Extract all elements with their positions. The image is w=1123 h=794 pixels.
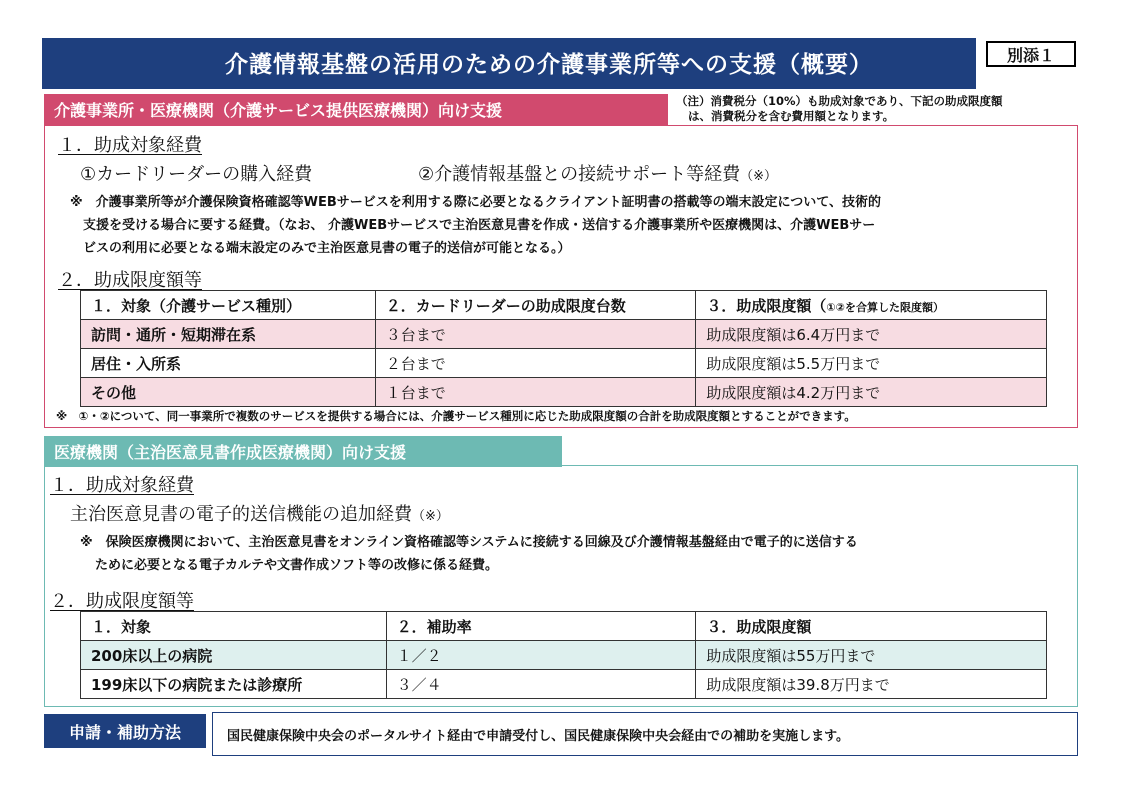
section1-footnote: ※ ①・②について、同一事業所で複数のサービスを提供する場合には、介護サービス種別に応じた助成限度額の合計を助成限度額とすることができます。: [56, 409, 856, 423]
table-cell-limit: 助成限度額は4.2万円まで: [696, 378, 1047, 407]
table-header-row: [81, 612, 1047, 641]
section1-heading-expenses: １．助成対象経費: [58, 135, 202, 156]
table-header-cell: ３．助成限度額: [696, 612, 1047, 641]
section1-note-line2: 支援を受ける場合に要する経費。（なお、 介護WEBサービスで主治医意見書を作成・送信する介護事業所や医療機関は、介護WEBサー: [83, 218, 876, 233]
table-header-cell-text: ３．助成限度額（: [706, 296, 827, 315]
expense-item-electronic-transmission: [70, 500, 449, 526]
table-cell-limit: 助成限度額は55万円まで: [696, 641, 1047, 670]
section2-limits-table: [80, 611, 1047, 699]
table-cell-limit: 助成限度額は39.8万円まで: [696, 670, 1047, 699]
table-cell-target: 199床以下の病院または診療所: [81, 670, 387, 699]
table-cell-target: 訪問・通所・短期滞在系: [81, 320, 376, 349]
table-header-cell: ２．カードリーダーの助成限度台数: [375, 291, 696, 320]
section2-header: 医療機関（主治医意見書作成医療機関）向け支援: [44, 436, 562, 467]
expense-item-connection-support-text: ②介護情報基盤との接続サポート等経費: [418, 164, 741, 185]
table-header-cell: １．対象（介護サービス種別）: [81, 291, 376, 320]
attachment-label: 別添１: [986, 41, 1076, 67]
section1-note: [70, 191, 1080, 260]
table-cell-limit: 助成限度額は6.4万円まで: [696, 320, 1047, 349]
table-cell-target: 居住・入所系: [81, 349, 376, 378]
table-row: [81, 349, 1047, 378]
table-cell-target: その他: [81, 378, 376, 407]
table-cell-rate: ３／４: [386, 670, 696, 699]
table-header-cell: ２．補助率: [386, 612, 696, 641]
section2-heading-limits: ２．助成限度額等: [50, 591, 194, 612]
section2-note-line2: ために必要となる電子カルテや文書作成ソフト等の改修に係る経費。: [95, 558, 499, 573]
application-method-label: 申請・補助方法: [44, 714, 206, 748]
tax-note: [676, 94, 1096, 124]
table-cell-count: １台まで: [375, 378, 696, 407]
table-cell-target: 200床以上の病院: [81, 641, 387, 670]
tax-note-line2: は、消費税分を含む費用額となります。: [688, 109, 895, 123]
expense-item-electronic-transmission-text: 主治医意見書の電子的送信機能の追加経費: [70, 504, 412, 525]
table-row: [81, 378, 1047, 407]
table-cell-rate: １／２: [386, 641, 696, 670]
tax-note-line1: （注）消費税分（10%）も助成対象であり、下記の助成限度額: [676, 94, 1003, 108]
table-header-cell: [696, 291, 1047, 320]
table-row: [81, 320, 1047, 349]
expense-item-connection-support: [418, 160, 777, 186]
section1-note-line1: ※ 介護事業所等が介護保険資格確認等WEBサービスを利用する際に必要となるクライアント証明書の搭載等の端末設定について、技術的: [70, 195, 881, 210]
page-title-bar: [42, 38, 976, 86]
note-mark: （※）: [740, 169, 778, 184]
table-cell-count: ２台まで: [375, 349, 696, 378]
table-cell-limit: 助成限度額は5.5万円まで: [696, 349, 1047, 378]
section2-heading-expenses: １．助成対象経費: [50, 475, 194, 496]
table-header-row: [81, 291, 1047, 320]
title-underline: [42, 86, 976, 89]
section1-note-line3: ビスの利用に必要となる端末設定のみで主治医意見書の電子的送信が可能となる。）: [83, 241, 571, 256]
table-cell-count: ３台まで: [375, 320, 696, 349]
table-row: [81, 641, 1047, 670]
section1-header: 介護事業所・医療機関（介護サービス提供医療機関）向け支援: [44, 94, 668, 125]
table-row: [81, 670, 1047, 699]
section1-heading-limits: ２．助成限度額等: [58, 270, 202, 291]
section2-note: [80, 531, 1080, 577]
page-title: 介護情報基盤の活用のための介護事業所等への支援（概要）: [225, 51, 873, 78]
application-method-text: 国民健康保険中央会のポータルサイト経由で申請受付し、国民健康保険中央会経由での補助を実施します。: [212, 712, 1078, 756]
section1-limits-table: [80, 290, 1047, 407]
table-header-cell-small: ①②を合算した限度額）: [826, 300, 944, 314]
note-mark: （※）: [412, 509, 449, 524]
expense-item-card-reader: ①カードリーダーの購入経費: [80, 164, 313, 185]
table-header-cell: １．対象: [81, 612, 387, 641]
section2-note-line1: ※ 保険医療機関において、主治医意見書をオンライン資格確認等システムに接続する回線及び介護情報基盤経由で電子的に送信する: [80, 535, 858, 550]
